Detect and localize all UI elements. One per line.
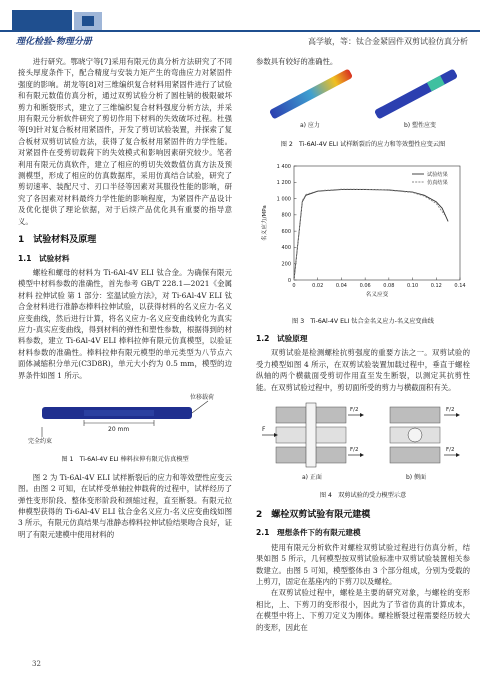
page-number: 32: [32, 660, 41, 668]
figure-4-force-model: [256, 397, 470, 483]
fig4-label-half-force: F/2: [350, 407, 359, 414]
figure-1-caption: 图 1 Ti-6Al-4V ELI 棒料拉伸有限元仿真模型: [61, 456, 189, 464]
figure-3-stress-strain-chart: [256, 158, 470, 308]
x-tick-label: 0.12: [430, 283, 442, 290]
figure-2-caption: 图 2 Ti-6Al-4V ELI 试样断裂后的应力和等效塑性应变云图: [280, 140, 446, 148]
fig4-label-half-force: F/2: [350, 447, 359, 454]
fig1-label-length: 20 mm: [108, 425, 130, 433]
x-tick-label: 0.06: [359, 283, 371, 290]
fig1-label-fixed: 完全约束: [28, 437, 53, 445]
fig4-label-force: F: [262, 426, 266, 434]
fig4-label-b: b) 侧面: [406, 474, 427, 482]
legend-label: 仿真结果: [427, 180, 448, 187]
fig4-label-half-force: F/2: [446, 447, 455, 454]
running-title: 高学敏，等：钛合金紧固件双剪试验仿真分析: [308, 37, 468, 46]
header-rule: [0, 30, 480, 32]
x-axis-label: 名义应变: [365, 292, 389, 299]
paragraph: 螺栓和螺母的材料为 Ti-6Al-4V ELI 钛合金。为确保有限元模型中材料参数的准确性，首先参考 GB/T 228.1—2021《金属材料 拉伸试验 第 1 部分：室温试验方法》，对 Ti-6Al-4V ELI 钛合金材料进行准静态棒料拉伸试验，以获得材料的名义应力-名义应变曲线，然后进行计算，将名义应力-名义应变曲线转化为真实应力-真实应变曲线，得到材料的弹性和塑性参数，根据得到的材料参数，建立 Ti-6Al-4V ELI 棒料拉伸有限元仿真模型，以验证材料参数的准确性。棒料拉伸有限元模型的单元类型为八节点六面体减缩积分单元(C3D8R)，单元大小约为 0.5 mm，模型的边界条件如图 1 所示。: [18, 267, 232, 380]
journal-logo: [12, 10, 104, 32]
figure-1-tensile-model: [18, 387, 232, 447]
figure-2-contour-images: [256, 69, 470, 131]
y-tick-label: 200: [281, 261, 291, 268]
x-tick-label: 0: [292, 283, 296, 290]
fig4-label-a: a) 正面: [302, 474, 322, 482]
paragraph: 使用有限元分析软件对螺栓双剪试验过程进行仿真分析，结果如图 5 所示，几何模型按双剪试验标准中双剪试验装置相关参数建立。由图 5 可知，模型整体由 3 个部分组成，分别为受载的上剪刀，固定在基座内的下剪刀以及螺栓。: [256, 542, 470, 586]
legend-label: 试验结果: [427, 172, 448, 179]
left-column: [18, 56, 232, 540]
page-header: [0, 0, 480, 50]
series-line-1: [294, 190, 448, 281]
y-tick-label: 1 000: [276, 196, 291, 203]
x-tick-label: 0.08: [383, 283, 395, 290]
fig2-label-a: a) 应力: [300, 122, 320, 130]
figure-3-caption: 图 3 Ti-6Al-4V ELI 钛合金名义应力-名义应变曲线: [292, 317, 434, 325]
y-tick-label: 1 200: [276, 180, 291, 187]
section-heading: 2 螺栓双剪试验有限元建模: [256, 509, 371, 520]
journal-title: 理化检验-物理分册: [16, 37, 92, 47]
y-tick-label: 1 400: [276, 164, 291, 171]
fig4-label-half-force: F/2: [446, 407, 455, 414]
figure-4-caption: 图 4 双剪试验的受力模型示意: [319, 492, 407, 500]
y-axis-label: 名义应力/MPa: [262, 205, 268, 242]
subsection-heading: 1.1 试验材料: [18, 253, 70, 263]
x-tick-label: 0.02: [312, 283, 324, 290]
paragraph: 参数具有较好的准确性。: [256, 57, 338, 66]
fig2-label-b: b) 塑性应变: [404, 122, 437, 130]
section-heading: 1 试验材料及原理: [18, 235, 97, 246]
series-line-2: [294, 189, 445, 280]
paragraph: 进行研究。鄂晓宁等[7]采用有限元仿真分析方法研究了不同接头厚度条件下，配合精度与安装力矩产生的弯曲应力对紧固件强度的影响。胡龙等[8]对三维编织复合材料用紧固件进行了试验和有限元数值仿真分析，通过双剪试验分析了圆柱销的极限破坏剪力和断裂形式，建立了三维编织复合材料强度分析方法，并采用有限元分析软件研究了剪切作用下材料的失效破坏过程。杜强等[9]针对复合板材用紧固件，开发了剪切试验装置，并探索了复合板材双剪切试验方法，获得了复合板材用紧固件的力学性能。对紧固件在受剪切载荷下的失效模式和影响因素研究较少。笔者利用有限元仿真软件，建立了相应的剪切失效数值仿真方法及预测模型，形成了相应的仿真数据库，采用仿真结合试验，研究了剪切速率、装配尺寸、刃口半径等因素对其服役性能的影响，研究了各因素对材料最终力学性能的影响程度，为紧固件产品设计及优化提供了理论依据，对于后续产品优化具有重要的指导意义。: [18, 57, 232, 226]
right-column: [256, 56, 470, 633]
x-tick-label: 0.10: [407, 283, 419, 290]
paragraph: 在双剪试验过程中，螺栓是主要的研究对象，与螺栓的变形相比，上、下剪刀的变形很小，因此为了节省仿真的计算成本，在模型中将上、下剪刀定义为刚体。螺栓断裂过程需要经历较大的变形，因此在: [256, 588, 470, 632]
paragraph: 双剪试验是检测螺栓抗剪强度的重要方法之一。双剪试验的受力模型如图 4 所示，在双剪试验装置加载过程中，垂直于螺栓纵轴的两个横截面受剪切作用直至发生断裂，以测定其抗剪性能。在双剪试验过程中，剪切面所受的剪力与横截面积有关。: [256, 348, 470, 392]
y-tick-label: 800: [281, 212, 291, 219]
x-tick-label: 0.04: [335, 283, 347, 290]
x-tick-label: 0.14: [454, 283, 466, 290]
subsection-heading: 2.1 理想条件下的有限元建模: [256, 528, 361, 538]
y-tick-label: 600: [281, 229, 291, 236]
y-tick-label: 0: [287, 278, 291, 285]
y-tick-label: 400: [281, 245, 291, 252]
subsection-heading: 1.2 试验原理: [256, 334, 308, 344]
fig1-label-load: 位移载荷: [190, 393, 215, 401]
paragraph: 图 2 为 Ti-6Al-4V ELI 试样断裂后的应力和等效塑性应变云图。由图 2 可知，在试样受单轴拉伸载荷的过程中，试样经历了弹性变形阶段、整体变形阶段和颈缩过程，直至断裂。有限元拉伸模型获得的 Ti-6Al-4V ELI 钛合金名义应力-名义应变曲线如图 3 所示，有限元仿真结果与准静态棒料拉伸试验结果吻合良好，证明了有限元建模中使用材料的: [18, 472, 232, 539]
